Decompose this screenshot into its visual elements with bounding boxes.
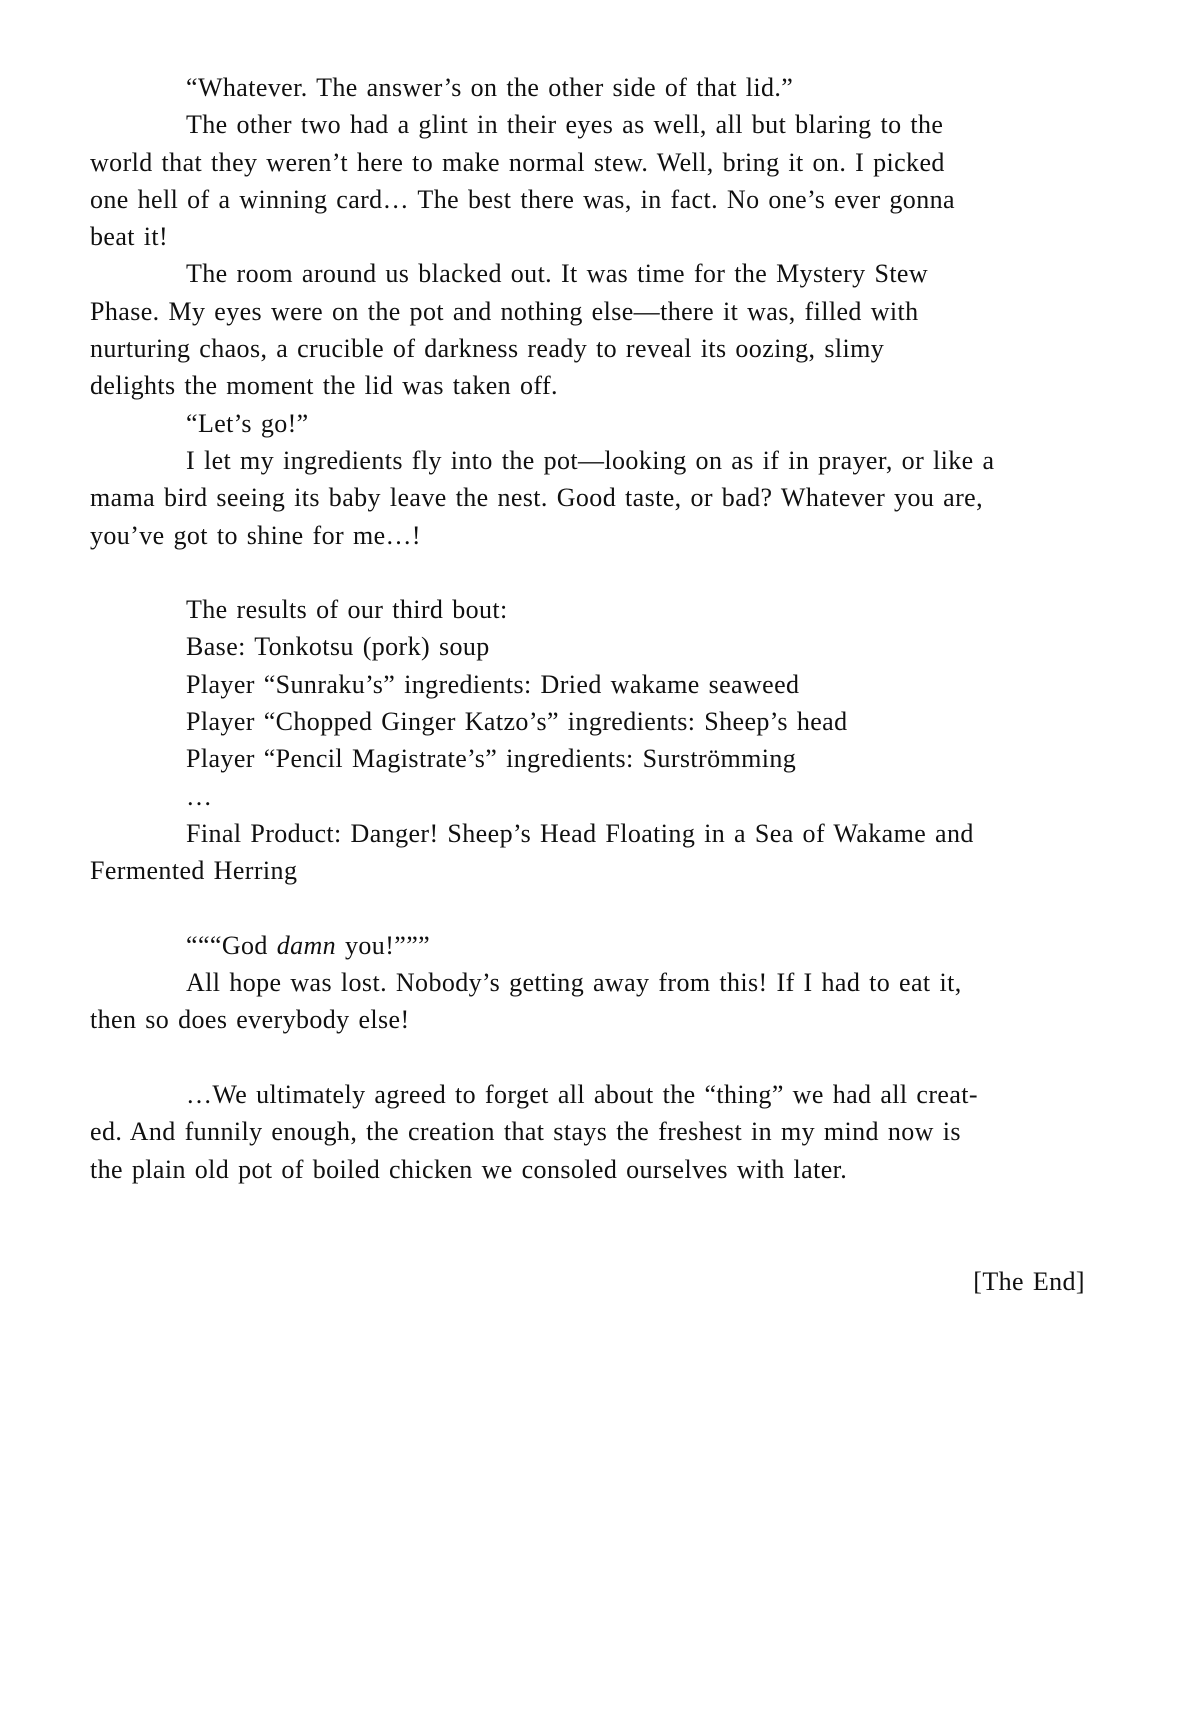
- text-line: All hope was lost. Nobody’s getting away from this! If I had to eat it,: [186, 968, 962, 998]
- text-segment: you!”””: [336, 930, 431, 960]
- text-line: “Whatever. The answer’s on the other side of that lid.”: [186, 73, 794, 102]
- text-line: The other two had a glint in their eyes as well, all but blaring to the: [186, 110, 944, 140]
- text-line: “Let’s go!”: [186, 408, 309, 438]
- text-line: then so does everybody else!: [90, 1005, 410, 1035]
- text-line: you’ve got to shine for me…!: [90, 520, 421, 550]
- text-line: nurturing chaos, a crucible of darkness ready to reveal its oozing, slimy: [90, 334, 885, 364]
- text-line: mama bird seeing its baby leave the nest. Good taste, or bad? Whatever you are,: [90, 483, 983, 513]
- text-line: …We ultimately agreed to forget all about the “thing” we had all creat-: [186, 1080, 978, 1110]
- text-segment: “““God: [186, 930, 277, 960]
- text-line: Fermented Herring: [90, 856, 298, 886]
- text-line: Base: Tonkotsu (pork) soup: [186, 632, 490, 662]
- text-line: …: [186, 781, 213, 811]
- blank-line: [90, 1188, 1085, 1225]
- text-line: one hell of a winning card… The best there was, in fact. No one’s ever gonna: [90, 184, 955, 214]
- text-line: Player “Pencil Magistrate’s” ingredients: Surströmming: [186, 744, 797, 774]
- text-line: delights the moment the lid was taken off.: [90, 371, 558, 401]
- text-line: Player “Sunraku’s” ingredients: Dried wakame seaweed: [186, 669, 800, 699]
- text-line: [The End]: [973, 1266, 1085, 1296]
- blank-line: [90, 554, 1085, 591]
- text-line: I let my ingredients fly into the pot—looking on as if in prayer, or like a: [186, 445, 995, 475]
- italic-text-segment: damn: [276, 930, 337, 960]
- text-line: Player “Chopped Ginger Katzo’s” ingredients: Sheep’s head: [186, 707, 848, 737]
- text-line: Phase. My eyes were on the pot and nothing else—there it was, filled with: [90, 296, 919, 326]
- blank-line: [90, 1225, 1085, 1262]
- page-text: [90, 69, 1085, 1300]
- text-line: [90, 927, 1085, 964]
- text-line: world that they weren’t here to make normal stew. Well, bring it on. I picked: [90, 147, 945, 177]
- blank-line: [90, 1039, 1085, 1076]
- text-line: beat it!: [90, 222, 169, 252]
- text-line: ed. And funnily enough, the creation that stays the freshest in my mind now is: [90, 1117, 961, 1147]
- text-line: The room around us blacked out. It was time for the Mystery Stew: [186, 259, 929, 289]
- text-line: The results of our third bout:: [186, 595, 508, 625]
- text-line: Final Product: Danger! Sheep’s Head Floating in a Sea of Wakame and: [186, 818, 974, 848]
- blank-line: [90, 890, 1085, 927]
- text-line: the plain old pot of boiled chicken we consoled ourselves with later.: [90, 1154, 848, 1184]
